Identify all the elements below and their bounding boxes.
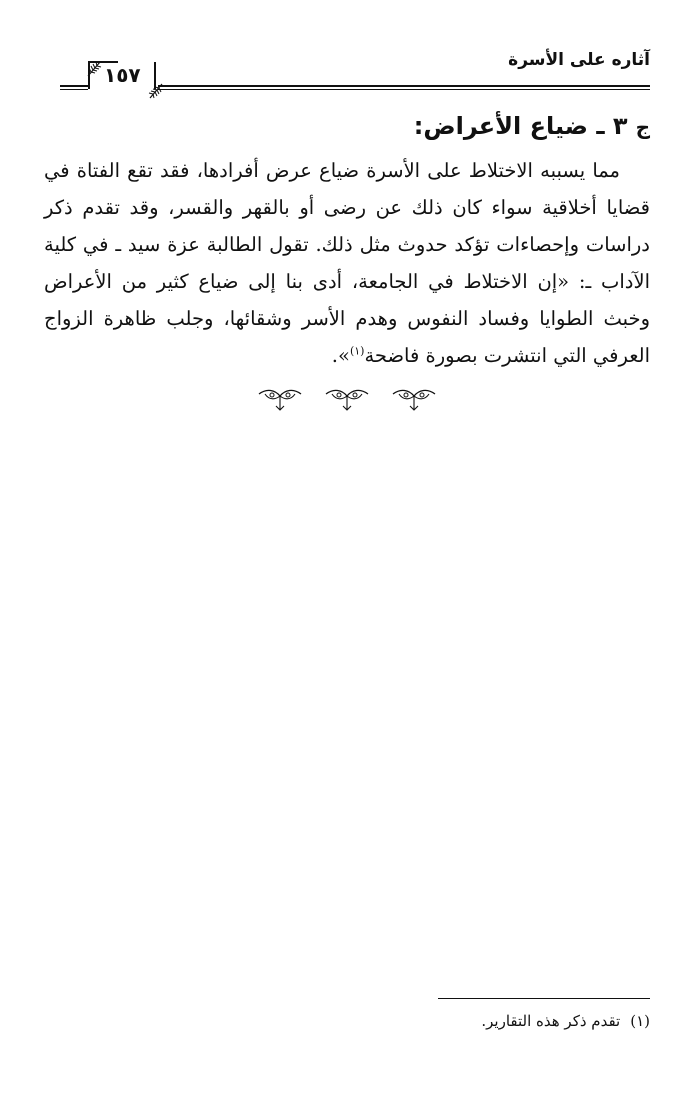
floral-vignette-icon xyxy=(391,388,437,414)
footnote-marker: (١) xyxy=(630,1012,650,1030)
page-number: ١٥٧ xyxy=(104,63,141,87)
leaf-ornament-icon xyxy=(146,82,164,102)
header-rule-left-thin xyxy=(60,89,88,90)
floral-vignette-icon xyxy=(257,388,303,414)
section-marker: ج xyxy=(635,115,650,139)
body-paragraph: مما يسببه الاختلاط على الأسرة ضياع عرض أفرادها، فقد تقع الفتاة في قضايا أخلاقية سواء كان ذلك عن رضى أو بالقهر والقسر، وقد تقدم ذكر دراسات وإحصاءات تؤكد حدوث مثل ذلك. تقول الطالبة عزة سيد ـ في كلية الآداب ـ: «إن الاختلاط في الجامعة، أدى بنا إلى ضياع كثير من الأعراض وخبث الطوايا وفساد النفوس وهدم الأسر وشقائها، وجلب ظاهرة الزواج العرفي التي انتشرت بصورة فاضحة$^{(١)}$». xyxy=(44,159,650,367)
paragraph-closing: . xyxy=(331,344,338,367)
header-rule-left xyxy=(60,85,88,87)
paragraph-text: مما يسببه الاختلاط على الأسرة ضياع عرض أفرادها، فقد تقع الفتاة في قضايا أخلاقية سواء كان ذلك عن رضى أو بالقهر والقسر، وقد تقدم ذكر دراسات وإحصاءات تؤكد حدوث مثل ذلك. تقول الطالبة عزة سيد ـ في كلية الآداب ـ: «إن الاختلاط في الجامعة، أدى بنا إلى ضياع كثير من الأعراض وخبث الطوايا وفساد النفوس وهدم الأسر وشقائها، وجلب ظاهرة الزواج العرفي التي انتشرت بصورة فاضحة xyxy=(44,159,650,367)
leaf-ornament-icon xyxy=(86,58,104,78)
running-title: آثاره على الأسرة xyxy=(508,50,650,70)
footnote xyxy=(481,1012,650,1030)
header-rule xyxy=(158,85,650,87)
floral-vignette-icon xyxy=(324,388,370,414)
section-heading-text: ٣ ـ ضياع الأعراض: xyxy=(413,112,628,140)
footnote-rule xyxy=(438,998,650,999)
footnote-text: تقدم ذكر هذه التقارير. xyxy=(481,1012,621,1030)
section-separator xyxy=(0,388,694,418)
footnote-reference: (١) xyxy=(349,344,365,358)
section-heading xyxy=(414,112,650,140)
header-rule-thin xyxy=(158,89,650,90)
